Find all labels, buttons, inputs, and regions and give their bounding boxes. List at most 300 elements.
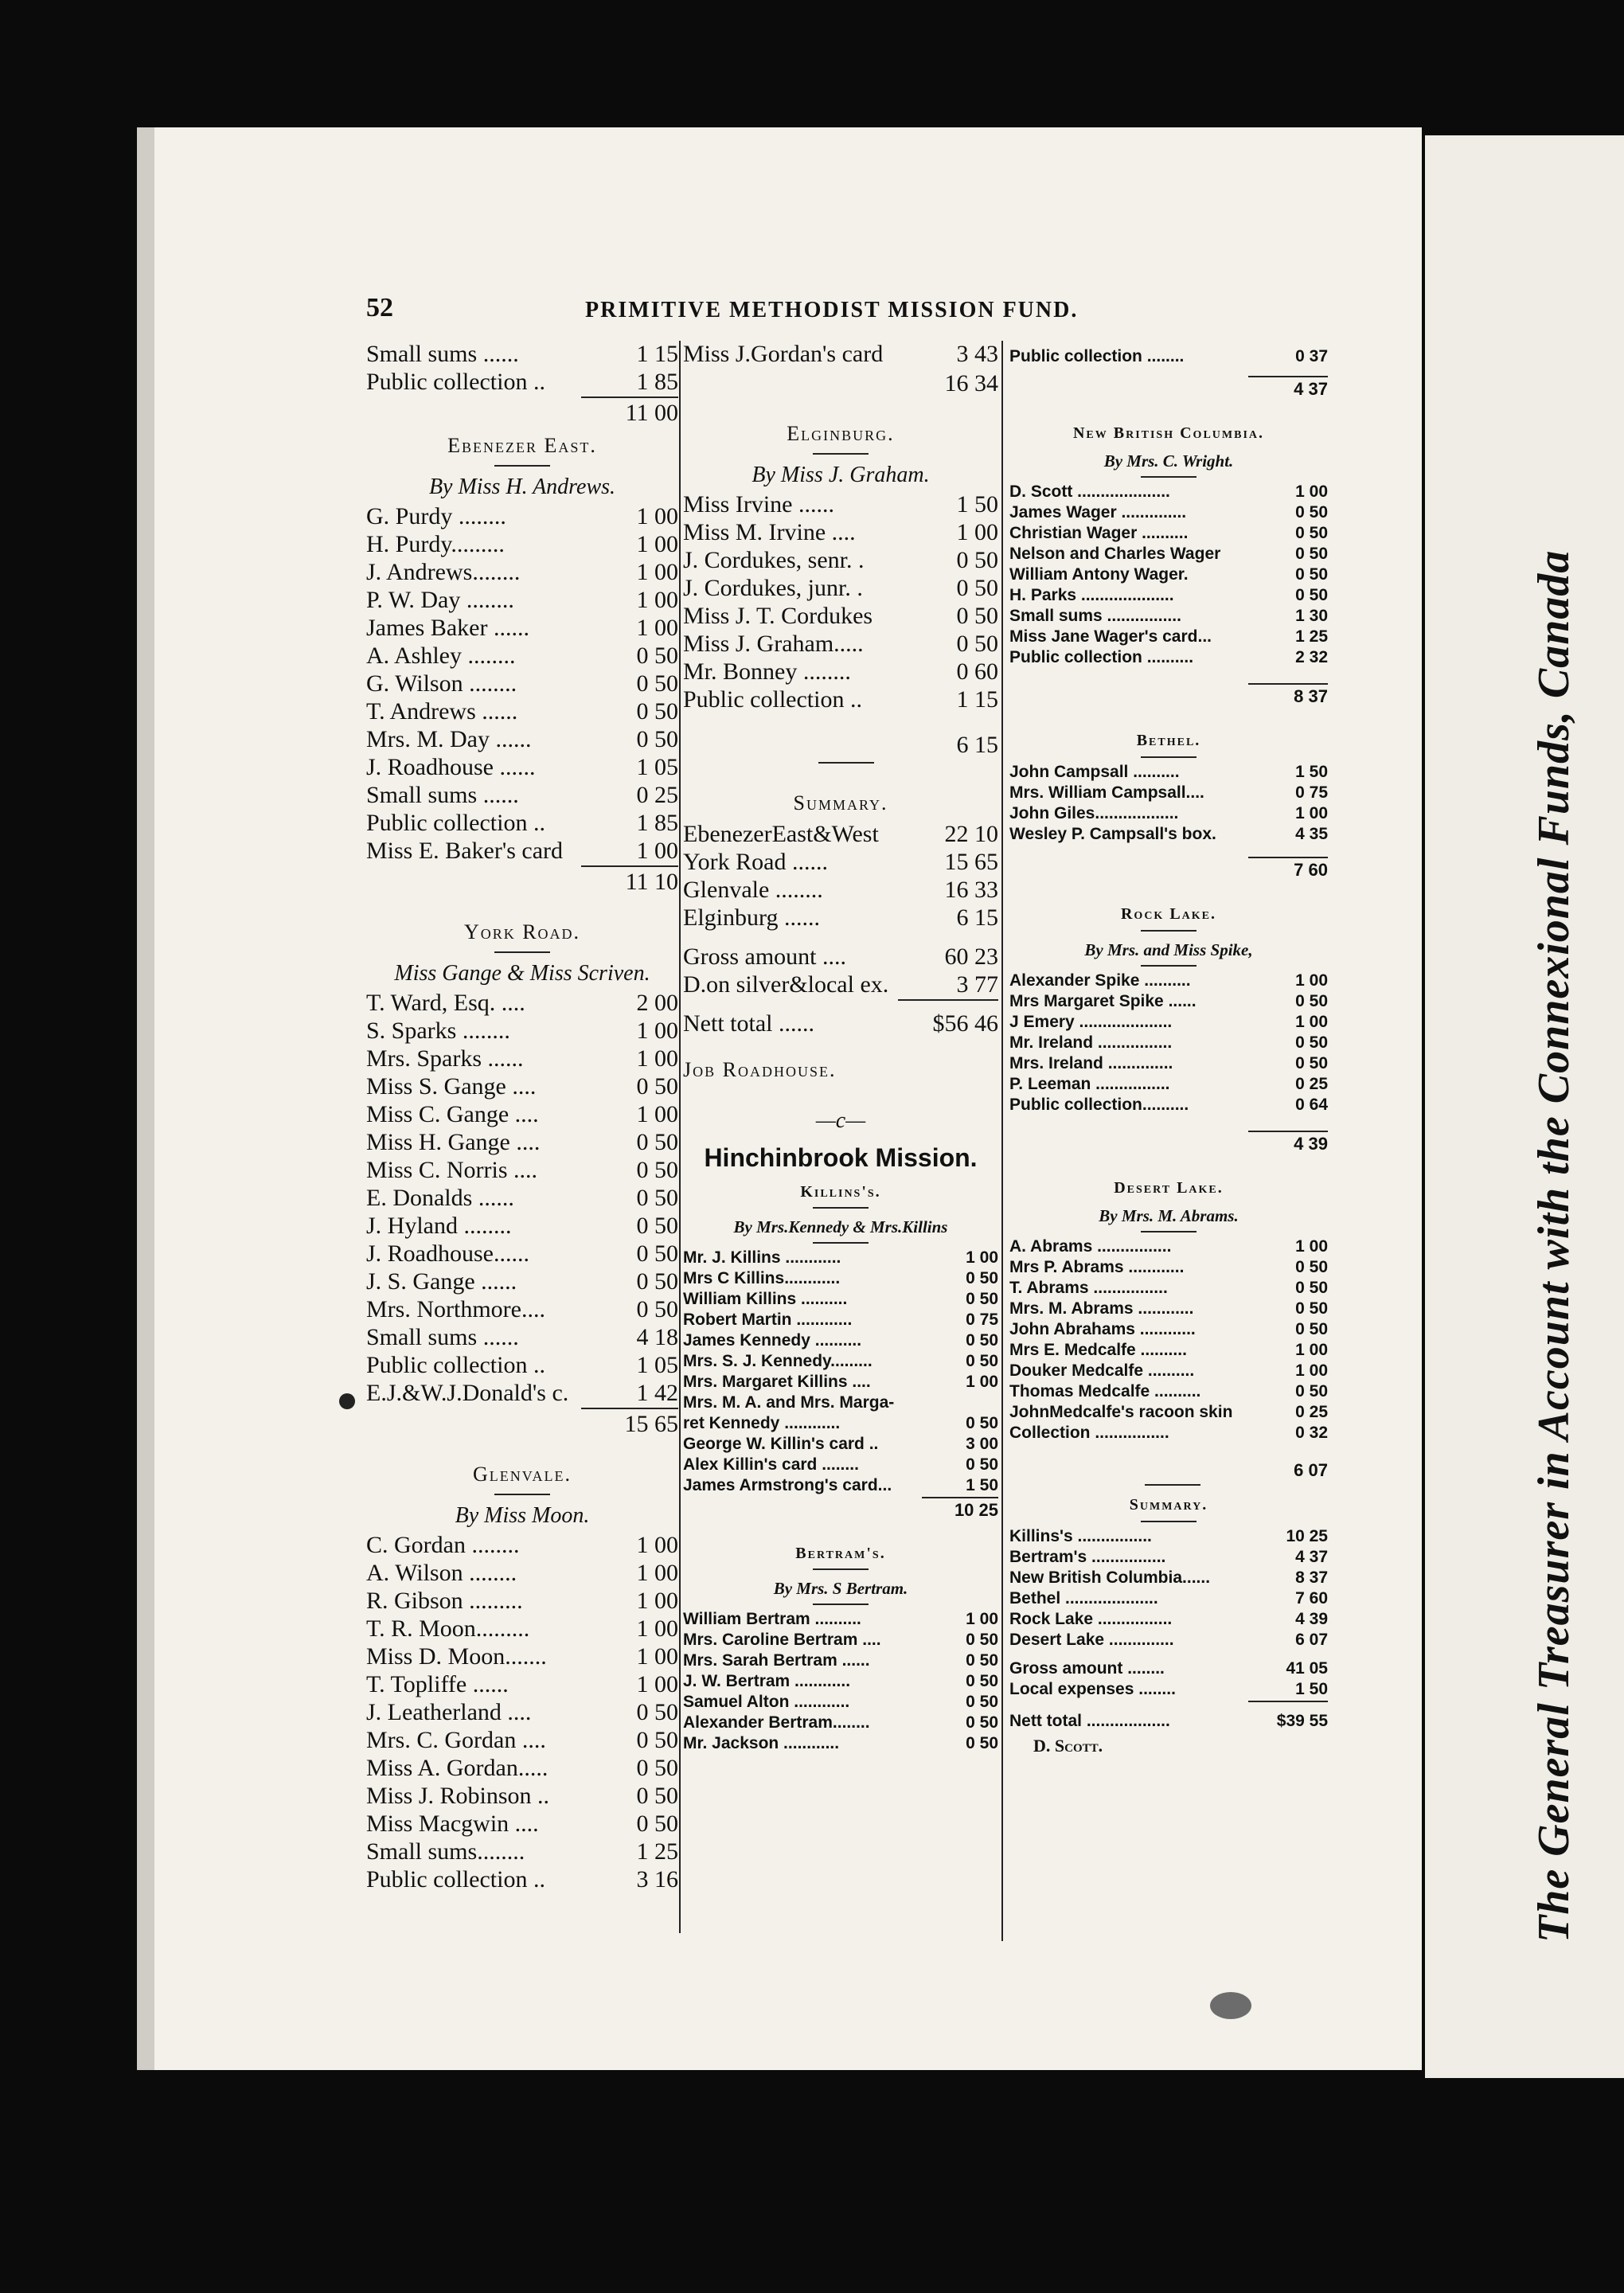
entry-amount: 0 50	[636, 1185, 678, 1211]
entry-amount: 0 50	[1295, 586, 1328, 604]
ledger-row	[366, 1352, 678, 1380]
ledger-row: Miss J.Gordan's card 3 43	[683, 341, 998, 367]
entry-name: Mrs. M. Day ......	[366, 726, 532, 752]
ledger-row	[683, 1651, 998, 1672]
ledger-row	[366, 1380, 678, 1408]
entry-amount: 1 00	[1295, 1237, 1328, 1256]
ledger-row	[1009, 565, 1328, 586]
entry-amount: 1 00	[636, 1560, 678, 1586]
ledger-row	[366, 1727, 678, 1755]
entry-amount: 0 50	[636, 1073, 678, 1100]
entry-name: James Baker ......	[366, 615, 529, 641]
entry-name: T. Abrams ................	[1009, 1279, 1168, 1297]
entry-amount: 1 00	[956, 519, 998, 545]
entry-amount: 0 50	[636, 1811, 678, 1837]
ledger-row	[366, 810, 678, 838]
entry-name: Collection ................	[1009, 1424, 1169, 1442]
entry-name: A. Ashley ........	[366, 643, 516, 669]
entry-name: George W. Killin's card ..	[683, 1435, 879, 1453]
entry-amount: 0 50	[1295, 565, 1328, 584]
collector-line: By Miss J. Graham.	[751, 463, 930, 487]
entry-name: J. S. Gange ......	[366, 1268, 517, 1295]
entry-name: Mrs C Killins............	[683, 1269, 841, 1287]
entry-amount: 3 16	[636, 1866, 678, 1893]
entry-name: John Abrahams ............	[1009, 1320, 1196, 1338]
entry-amount: 0 64	[1295, 1096, 1328, 1114]
entry-name: Alex Killin's card ........	[683, 1455, 859, 1474]
entry-amount: 0 50	[636, 1783, 678, 1809]
entry-amount: 0 50	[966, 1672, 998, 1690]
entry-amount: 2 00	[636, 990, 678, 1016]
entry-name: Mr. Ireland ................	[1009, 1033, 1173, 1052]
entry-amount: 4 39	[1295, 1610, 1328, 1628]
entry-name: J. Roadhouse ......	[366, 754, 536, 780]
ledger-row	[366, 587, 678, 615]
ledger-row	[1009, 1258, 1328, 1279]
entry-name: Small sums........	[366, 1838, 525, 1865]
facing-page	[1425, 135, 1624, 2078]
entry-name: Thomas Medcalfe ..........	[1009, 1382, 1201, 1400]
entry-amount: 1 00	[636, 1615, 678, 1642]
ledger-row	[1009, 1527, 1328, 1548]
entry-amount: 0 50	[636, 1157, 678, 1183]
ledger-row	[366, 1783, 678, 1811]
subtotal: 11 00	[581, 396, 678, 428]
entry-amount: 1 15	[956, 686, 998, 713]
ledger-row	[1009, 825, 1328, 846]
ledger-row	[1009, 648, 1328, 669]
entry-name: Robert Martin ............	[683, 1311, 853, 1329]
ledger-row	[683, 1352, 998, 1373]
section-title: Bertram's.	[795, 1545, 886, 1562]
entry-name: J. Roadhouse......	[366, 1240, 529, 1267]
entry-name: Samuel Alton ............	[683, 1693, 850, 1711]
entry-name: Miss H. Gange ....	[366, 1129, 541, 1155]
entry-name: C. Gordan ........	[366, 1532, 520, 1558]
entry-amount: 0 50	[966, 1414, 998, 1432]
entry-amount: 0 50	[966, 1713, 998, 1732]
page-header	[366, 293, 1337, 325]
entry-name: Mrs. S. J. Kennedy.........	[683, 1352, 873, 1370]
signature: D. Scott.	[1033, 1736, 1103, 1756]
entry-amount: 0 50	[966, 1651, 998, 1670]
ledger-row	[683, 1248, 998, 1269]
entry-name: Small sums ......	[366, 1324, 519, 1350]
ledger-row	[683, 603, 998, 631]
entry-name: John Campsall ..........	[1009, 763, 1180, 781]
entry-amount: 1 25	[1295, 627, 1328, 646]
ink-spot	[339, 1393, 355, 1409]
ledger-row	[683, 877, 998, 904]
entry-name: Public collection ..	[366, 1352, 545, 1378]
entry-name: Alexander Spike ..........	[1009, 971, 1191, 990]
entry-name: Public collection..........	[1009, 1096, 1189, 1114]
entry-name: Small sums ......	[366, 782, 519, 808]
entry-name: EbenezerEast&West	[683, 821, 879, 847]
entry-amount: 0 50	[966, 1352, 998, 1370]
ledger-row	[366, 782, 678, 810]
ledger-row	[366, 1615, 678, 1643]
entry-name: Miss Jane Wager's card...	[1009, 627, 1212, 646]
ledger-row	[683, 1435, 998, 1455]
entry-amount: 1 05	[636, 754, 678, 780]
ledger-row	[683, 1610, 998, 1631]
ledger-row	[366, 990, 678, 1018]
entry-name: G. Purdy ........	[366, 503, 506, 529]
column-1	[366, 341, 678, 1894]
entry-amount: 0 50	[1295, 1054, 1328, 1072]
ledger-row	[366, 1671, 678, 1699]
entry-amount: 0 50	[636, 1755, 678, 1781]
entry-amount: 0 50	[1295, 545, 1328, 563]
ledger-row	[1009, 627, 1328, 648]
collector-line: By Miss Moon.	[455, 1503, 590, 1528]
ledger-row	[1009, 1548, 1328, 1568]
entry-name: T. Topliffe ......	[366, 1671, 509, 1697]
entry-amount: 22 10	[944, 821, 998, 847]
ledger-row	[683, 1290, 998, 1311]
entry-amount: 0 25	[1295, 1403, 1328, 1421]
entry-name: Mrs. M. Abrams ............	[1009, 1299, 1194, 1318]
entry-amount: 7 60	[1295, 1589, 1328, 1607]
section-title: Rock Lake.	[1120, 905, 1216, 923]
section-title: York Road.	[463, 920, 581, 943]
section-title: Glenvale.	[473, 1463, 572, 1486]
entry-amount: 2 32	[1295, 648, 1328, 666]
entry-name: Miss Irvine ......	[683, 491, 834, 518]
entry-name: Miss S. Gange ....	[366, 1073, 537, 1100]
ledger-row	[366, 531, 678, 559]
entry-name: Mrs E. Medcalfe ..........	[1009, 1341, 1187, 1359]
entry-name: Miss C. Gange ....	[366, 1101, 539, 1127]
entry-name: ret Kennedy ............	[683, 1414, 841, 1432]
ledger-row	[1009, 1279, 1328, 1299]
ledger-row	[1009, 1013, 1328, 1033]
entry-amount: 4 18	[636, 1324, 678, 1350]
entry-name: New British Columbia......	[1009, 1568, 1211, 1587]
ledger-row	[366, 1755, 678, 1783]
entry-amount: 0 50	[1295, 1299, 1328, 1318]
ledger-row	[683, 1269, 998, 1290]
entry-name: William Killins ..........	[683, 1290, 848, 1308]
ledger-row	[1009, 1033, 1328, 1054]
entry-amount: 1 00	[1295, 804, 1328, 822]
divider-ornament: —c—	[815, 1108, 866, 1133]
ledger-row	[1009, 482, 1328, 503]
ledger-row	[366, 1699, 678, 1727]
entry-name: Miss Macgwin ....	[366, 1811, 539, 1837]
subtotal: 6 07	[1294, 1460, 1328, 1480]
entry-name: James Wager ..............	[1009, 503, 1187, 521]
entry-amount: 0 50	[966, 1631, 998, 1649]
section-title: Summary.	[1129, 1496, 1208, 1514]
entry-name: Miss J. T. Cordukes	[683, 603, 873, 629]
entry-amount: 0 50	[636, 1240, 678, 1267]
entry-amount: 0 50	[966, 1734, 998, 1752]
entry-amount: 10 25	[1286, 1527, 1328, 1545]
entry-amount: 0 50	[636, 698, 678, 725]
nett-total: Nett total ...... $56 46	[683, 1010, 998, 1037]
entry-amount: 0 50	[966, 1331, 998, 1350]
entry-name: H. Parks ....................	[1009, 586, 1174, 604]
entry-amount: 1 00	[1295, 971, 1328, 990]
entry-name: J. Cordukes, senr. .	[683, 547, 865, 573]
entry-amount: 1 00	[966, 1373, 998, 1391]
entry-amount: 1 00	[636, 1588, 678, 1614]
entry-amount: 1 85	[636, 810, 678, 836]
entry-amount: 0 50	[636, 1129, 678, 1155]
entry-amount: 0 25	[636, 782, 678, 808]
entry-amount: 1 00	[636, 1643, 678, 1670]
ledger-row	[366, 1018, 678, 1045]
entry-name: Christian Wager ..........	[1009, 524, 1189, 542]
entry-name: Miss C. Norris ....	[366, 1157, 538, 1183]
entry-amount: 1 00	[1295, 1361, 1328, 1380]
entry-amount: 0 50	[956, 631, 998, 657]
ledger-row	[366, 754, 678, 782]
entry-amount: 3 00	[966, 1435, 998, 1453]
entry-name: Elginburg ......	[683, 904, 820, 931]
entry-name: J. Hyland ........	[366, 1213, 512, 1239]
ledger-row	[1009, 586, 1328, 607]
entry-amount: 1 00	[966, 1248, 998, 1267]
facing-page-heading: The General Treasurer in Account with the Connexional Funds, Canada	[1529, 549, 1579, 1943]
entry-amount: 0 50	[636, 1268, 678, 1295]
entry-name: Public collection ..	[366, 1866, 545, 1893]
ledger-row	[366, 1866, 678, 1894]
ledger-row	[366, 670, 678, 698]
ledger-row	[1009, 1589, 1328, 1610]
entry-name: Alexander Bertram........	[683, 1713, 870, 1732]
entry-name: T. R. Moon.........	[366, 1615, 530, 1642]
subtotal: 16 34	[944, 370, 998, 396]
subtotal: 7 60	[1248, 857, 1328, 882]
entry-name: R. Gibson .........	[366, 1588, 523, 1614]
column-2	[683, 341, 998, 1755]
ledger-row	[366, 1240, 678, 1268]
ledger-row	[1009, 1075, 1328, 1096]
entry-amount: 0 50	[966, 1269, 998, 1287]
collector-line: By Mrs.Kennedy & Mrs.Killins	[733, 1217, 948, 1236]
ledger-row	[1009, 1403, 1328, 1424]
entry-amount: 1 00	[636, 615, 678, 641]
collector-line: By Mrs. S Bertram.	[773, 1579, 908, 1598]
entry-amount: 0 50	[1295, 1382, 1328, 1400]
entry-amount: 0 50	[1295, 1320, 1328, 1338]
entry-name: JohnMedcalfe's racoon skin	[1009, 1403, 1233, 1421]
entry-name: Bertram's ................	[1009, 1548, 1166, 1566]
entry-name: Miss D. Moon.......	[366, 1643, 547, 1670]
entry-name: Killins's ................	[1009, 1527, 1152, 1545]
ledger-row	[366, 1073, 678, 1101]
entry-amount: 4 37	[1295, 1548, 1328, 1566]
subtotal: 6 15	[956, 732, 998, 758]
ledger-row	[366, 1296, 678, 1324]
ledger-row	[1009, 783, 1328, 804]
gross-amount: Gross amount ........ 41 05	[1009, 1659, 1328, 1678]
entry-name: Glenvale ........	[683, 877, 823, 903]
entry-amount: 6 15	[956, 904, 998, 931]
gross-amount: Gross amount .... 60 23	[683, 943, 998, 970]
ledger-row	[683, 519, 998, 547]
entry-name: James Kennedy ..........	[683, 1331, 862, 1350]
ledger-row	[366, 1643, 678, 1671]
section-title: Summary.	[793, 791, 888, 814]
entry-name: J. Andrews........	[366, 559, 521, 585]
entry-amount: 0 50	[636, 1296, 678, 1322]
entry-name: Public collection ..........	[1009, 648, 1194, 666]
ledger-row	[683, 547, 998, 575]
ledger-row: Small sums ...... 1 15	[366, 341, 678, 367]
section-title: Desert Lake.	[1114, 1179, 1224, 1197]
ledger-row	[366, 559, 678, 587]
entry-name: Mrs. Margaret Killins ....	[683, 1373, 871, 1391]
nett-total: Nett total .................. $39 55	[1009, 1712, 1328, 1730]
entry-name: William Bertram ..........	[683, 1610, 861, 1628]
ledger-row	[1009, 763, 1328, 783]
entry-name: Miss E. Baker's card	[366, 838, 564, 864]
entry-amount: 0 75	[966, 1311, 998, 1329]
entry-name: E.J.&W.J.Donald's c.	[366, 1380, 569, 1406]
entry-name: D. Scott ....................	[1009, 482, 1170, 501]
entry-name: P. W. Day ........	[366, 587, 514, 613]
subtotal: 4 39	[1248, 1131, 1328, 1156]
entry-name: Wesley P. Campsall's box.	[1009, 825, 1216, 843]
ledger-row	[366, 1838, 678, 1866]
ledger-row	[683, 821, 998, 849]
ledger-row	[683, 1373, 998, 1393]
signature: Job Roadhouse.	[683, 1058, 837, 1081]
entry-amount: 15 65	[944, 849, 998, 875]
ledger-row	[683, 631, 998, 658]
ledger-row	[1009, 1341, 1328, 1361]
ledger-row	[683, 575, 998, 603]
entry-name: Mrs. Sparks ......	[366, 1045, 524, 1072]
ledger-row	[366, 726, 678, 754]
ledger-row	[366, 1101, 678, 1129]
ledger-row	[683, 1734, 998, 1755]
collector-line: Miss Gange & Miss Scriven.	[394, 961, 650, 986]
ledger-row	[683, 491, 998, 519]
ledger-row	[366, 1213, 678, 1240]
entry-name: Nelson and Charles Wager	[1009, 545, 1221, 563]
ledger-row: Public collection .. 1 85	[366, 369, 678, 395]
ledger-row	[366, 1588, 678, 1615]
ledger-row	[366, 1129, 678, 1157]
entry-amount: 0 32	[1295, 1424, 1328, 1442]
ledger-row	[366, 1045, 678, 1073]
entry-name: A. Wilson ........	[366, 1560, 517, 1586]
entry-name: Small sums ................	[1009, 607, 1181, 625]
entry-name: Mr. Bonney ........	[683, 658, 851, 685]
ledger-row	[683, 1631, 998, 1651]
entry-amount: 0 75	[1295, 783, 1328, 802]
entry-name: T. Ward, Esq. ....	[366, 990, 525, 1016]
collector-line: By Mrs. M. Abrams.	[1099, 1206, 1239, 1225]
ledger-row: Public collection ........ 0 37	[1009, 347, 1328, 365]
entry-name: Public collection ..	[366, 810, 545, 836]
ink-blot	[1210, 1992, 1251, 2019]
entry-amount: 0 50	[1295, 1258, 1328, 1276]
ledger-row	[683, 1393, 998, 1414]
ledger-row	[1009, 1631, 1328, 1651]
entry-name: A. Abrams ................	[1009, 1237, 1172, 1256]
ledger-row	[683, 658, 998, 686]
entry-amount: 0 25	[1295, 1075, 1328, 1093]
ledger-row	[683, 849, 998, 877]
entry-name: York Road ......	[683, 849, 828, 875]
ledger-row	[1009, 1096, 1328, 1116]
ledger-row	[683, 1414, 998, 1435]
entry-name: Rock Lake ................	[1009, 1610, 1173, 1628]
ledger-row	[1009, 524, 1328, 545]
entry-amount: 16 33	[944, 877, 998, 903]
ledger-row	[1009, 1382, 1328, 1403]
deductions: Local expenses ........ 1 50	[1009, 1680, 1328, 1698]
entry-name: John Giles..................	[1009, 804, 1179, 822]
ledger-row	[366, 1324, 678, 1352]
entry-name: Desert Lake ..............	[1009, 1631, 1174, 1649]
deductions: D.on silver&local ex. 3 77	[683, 971, 998, 998]
ledger-row	[683, 1331, 998, 1352]
entry-name: Miss J. Robinson ..	[366, 1783, 550, 1809]
entry-amount: 4 35	[1295, 825, 1328, 843]
entry-name: P. Leeman ................	[1009, 1075, 1170, 1093]
entry-amount: 1 00	[966, 1610, 998, 1628]
entry-name: Mrs. Ireland ..............	[1009, 1054, 1173, 1072]
entry-amount: 1 00	[636, 1101, 678, 1127]
entry-name: Miss M. Irvine ....	[683, 519, 856, 545]
page-number: 52	[366, 293, 393, 322]
entry-name: Mrs Margaret Spike ......	[1009, 992, 1197, 1010]
entry-amount: 0 50	[966, 1455, 998, 1474]
entry-name: H. Purdy.........	[366, 531, 505, 557]
entry-amount: 0 50	[956, 575, 998, 601]
entry-amount: 0 50	[636, 1213, 678, 1239]
entry-name: Public collection ..	[683, 686, 862, 713]
entry-amount: 0 50	[636, 643, 678, 669]
entry-amount: 0 50	[1295, 1279, 1328, 1297]
page-title: PRIMITIVE METHODIST MISSION FUND.	[585, 298, 1079, 322]
entry-name: James Armstrong's card...	[683, 1476, 892, 1494]
subtotal: 11 10	[581, 865, 678, 897]
entry-amount: 1 00	[636, 1671, 678, 1697]
entry-name: William Antony Wager.	[1009, 565, 1189, 584]
ledger-row	[366, 503, 678, 531]
entry-amount: 1 50	[1295, 763, 1328, 781]
entry-name: Mrs. Caroline Bertram ....	[683, 1631, 881, 1649]
entry-amount: 0 50	[966, 1290, 998, 1308]
ledger-row	[1009, 1054, 1328, 1075]
ledger-row	[683, 1311, 998, 1331]
entry-amount: 0 50	[1295, 1033, 1328, 1052]
ledger-row	[1009, 992, 1328, 1013]
ledger-row	[366, 698, 678, 726]
entry-name: Douker Medcalfe ..........	[1009, 1361, 1195, 1380]
entry-amount: 1 00	[636, 1532, 678, 1558]
entry-amount: 1 00	[1295, 1013, 1328, 1031]
section-title: New British Columbia.	[1072, 424, 1265, 442]
entry-amount: 0 50	[956, 547, 998, 573]
entry-name: Mrs. William Campsall....	[1009, 783, 1204, 802]
entry-amount: 0 50	[956, 603, 998, 629]
ledger-row	[366, 838, 678, 865]
entry-name: Mrs P. Abrams ............	[1009, 1258, 1185, 1276]
ledger-row	[366, 1560, 678, 1588]
ledger-row	[683, 1455, 998, 1476]
column-3	[1009, 341, 1328, 1760]
ledger-row	[366, 615, 678, 643]
